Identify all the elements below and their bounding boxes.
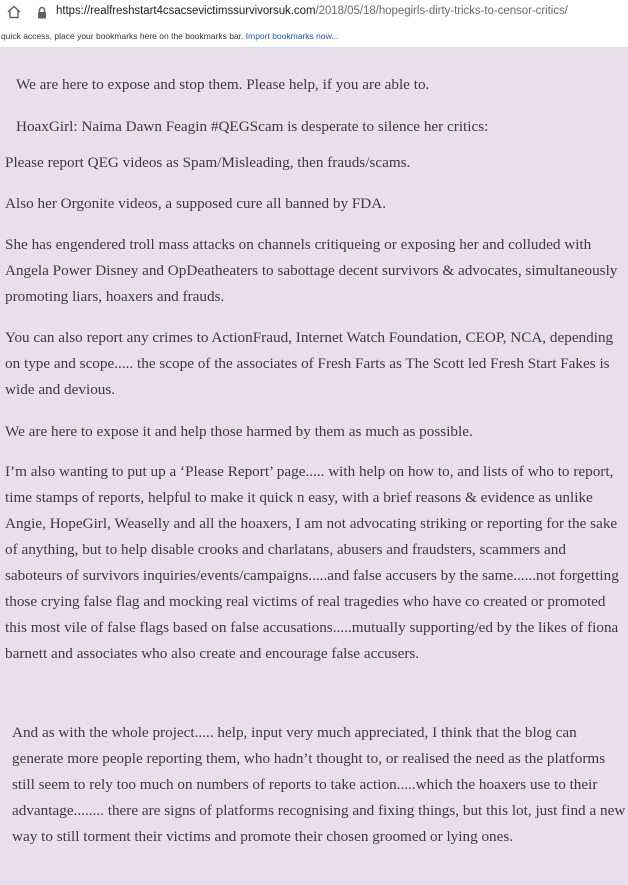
paragraph-orgonite: Also her Orgonite videos, a supposed cure all banned by FDA. (5, 195, 387, 212)
url-path: /2018/05/18/hopegirls-dirty-tricks-to-censor-critics/ (315, 5, 568, 17)
bookmarks-bar-text: quick access, place your bookmarks here on the bookmarks bar. (1, 31, 244, 41)
paragraph-please-report: I’m also wanting to put up a ‘Please Report’ page..... with help on how to, and lists of who to report, time stamps of reports, helpful to make it quick n easy, with a brief reasons & evidence as unlike Angie, HopeGirl, Weaselly and all the hoaxers, I am not advocating striking or reporting for the sake of anything, but to help disable crooks and charlatans, abusers and fraudsters, scammers and saboteurs of survivors inquiries/events/campaigns.....and false accusers by the same......not forgetting those crying false flag and mocking real victims of real tragedies who have co created or promoted this most vile of false flags based on false accusations.....mutually supporting/ed by the likes of fiona barnett and associates who also create and encourage false accusers. (5, 463, 619, 662)
page-content (0, 48, 628, 885)
paragraph-expose: We are here to expose it and help those harmed by them as much as possible. (5, 423, 473, 440)
address-bar[interactable] (0, 0, 628, 26)
url-field[interactable] (56, 5, 568, 17)
url-host: https://realfreshstart4csacsevictimssurvivorsuk.com (56, 5, 316, 17)
home-icon[interactable] (6, 4, 22, 20)
bookmarks-bar (0, 26, 628, 48)
paragraph-hoaxgirl: HoaxGirl: Naima Dawn Feagin #QEGScam is desperate to silence her critics: (16, 118, 489, 135)
lock-icon[interactable] (37, 6, 47, 19)
paragraph-report-crimes: You can also report any crimes to ActionFraud, Internet Watch Foundation, CEOP, NCA, depending on type and scope..... the scope of the associates of Fresh Farts as The Scott led Fresh Start Fakes is wide and devious. (5, 329, 614, 398)
paragraph-report-qeg: Please report QEG videos as Spam/Misleading, then frauds/scams. (5, 154, 411, 171)
paragraph-troll-attacks: She has engendered troll mass attacks on channels critiqueing or exposing her and colluded with Angela Power Disney and OpDeatheaters to sabottage decent survivors & advocates, simultaneously promoting liars, hoaxers and frauds. (5, 236, 618, 305)
paragraph-intro: We are here to expose and stop them. Please help, if you are able to. (16, 76, 430, 93)
import-bookmarks-link[interactable]: Import bookmarks now... (245, 31, 339, 41)
paragraph-project: And as with the whole project..... help, input very much appreciated, I think that the blog can generate more people reporting them, who hadn’t thought to, or realised the need as the platforms still seem to rely too much on numbers of reports to take action.....which the hoaxers use to their advantage........ there are signs of platforms recognising and fixing things, but this lot, just find a new way to still torment their victims and promote their chosen groomed or lying ones. (12, 724, 626, 845)
